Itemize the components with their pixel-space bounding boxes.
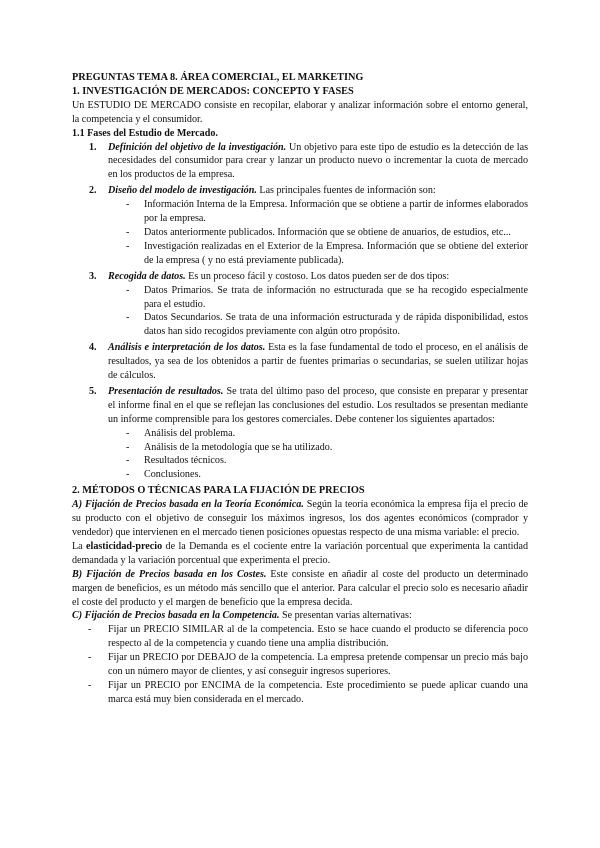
dash-bullet: -	[126, 455, 130, 467]
phase-text: Es un proceso fácil y costoso. Los datos pueden ser de dos tipos:	[185, 270, 450, 282]
dash-bullet: -	[126, 284, 130, 296]
phase-item	[72, 385, 528, 482]
document-page	[72, 71, 528, 707]
phase-sublist	[108, 198, 528, 268]
intro-paragraph	[72, 99, 528, 127]
list-item	[108, 468, 528, 482]
phase-sublist	[108, 284, 528, 340]
method-a-text: Según la teoría económica la empresa fija el precio de su producto con el objetivo de conseguir los máximos ingresos, los dos agentes económicos (comprador y vendedor) que intervienen en el mercado tienen posiciones opuestas respecto de una misma variable: el precio.	[72, 499, 528, 538]
list-item-text: Fijar un PRECIO por ENCIMA de la competencia. Este procedimiento se puede aplicar cuando una marca está muy bien considerada en el mercado.	[108, 679, 528, 705]
list-item	[108, 226, 528, 240]
list-item	[108, 311, 528, 339]
list-item	[108, 427, 528, 441]
elasticity-paragraph	[72, 540, 528, 568]
phase-item	[72, 184, 528, 267]
list-item-text: Fijar un PRECIO SIMILAR al de la competencia. Esto se hace cuando el producto se diferencia poco respecto al de la competencia y cuando tiene una amplia distribución.	[108, 624, 528, 650]
phase-text: Un objetivo para este tipo de estudio es la detección de las necesidades del consumidor para crear y lanzar un producto nuevo o incrementar la cuota de mercado en los productos de la empresa.	[108, 141, 528, 181]
method-c-paragraph	[72, 609, 528, 623]
method-a-paragraph	[72, 498, 528, 540]
dash-bullet: -	[126, 240, 130, 252]
list-item	[108, 240, 528, 268]
list-item	[108, 284, 528, 312]
phase-number: 2.	[89, 185, 97, 197]
phase-item	[72, 141, 528, 183]
phase-text: Esta es la fase fundamental de todo el proceso, en el análisis de resultados, ya sea de los obtenidos a partir de fuentes primarias o secundarias, se suelen utilizar hojas de cálculos.	[108, 342, 528, 382]
phase-title: Recogida de datos.	[108, 270, 186, 282]
list-item	[72, 651, 528, 679]
phase-number: 5.	[89, 385, 97, 397]
competition-alternatives-list	[72, 623, 528, 706]
list-item-text: Información Interna de la Empresa. Información que se obtiene a partir de informes elaborados por la empresa.	[144, 199, 528, 225]
dash-bullet: -	[126, 312, 130, 324]
method-b-text: Este consiste en añadir al coste del producto un determinado margen de beneficios, es un método más sencillo que el anterior. Para calcular el precio solo es necesario añadir el coste del producto y el margen de beneficio que la empresa decida.	[72, 568, 529, 608]
elasticity-lead: La	[72, 540, 87, 552]
phase-title: Diseño del modelo de investigación.	[108, 185, 257, 197]
method-c-label: C) Fijación de Precios basada en la Competencia.	[72, 610, 280, 622]
list-item	[108, 441, 528, 455]
list-item	[108, 198, 528, 226]
section-1-heading: 1. INVESTIGACIÓN DE MERCADOS: CONCEPTO Y FASES	[72, 85, 354, 97]
dash-bullet: -	[126, 427, 130, 439]
phase-number: 1.	[89, 141, 97, 153]
list-item	[72, 623, 528, 651]
list-item	[72, 679, 528, 707]
phase-item	[72, 270, 528, 340]
document-title: PREGUNTAS TEMA 8. ÁREA COMERCIAL, EL MARKETING	[72, 72, 364, 83]
phase-item	[72, 341, 528, 383]
dash-bullet: -	[88, 679, 92, 691]
dash-bullet: -	[126, 199, 130, 211]
list-item-text: Fijar un PRECIO por DEBAJO de la competencia. La empresa pretende compensar un precio más bajo con un número mayor de clientes, y así conseguir ingresos superiores.	[108, 652, 528, 678]
method-b-label: B) Fijación de Precios basada en los Costes.	[72, 568, 267, 580]
list-item-text: Conclusiones.	[144, 469, 201, 481]
phase-text: Las principales fuentes de información son:	[256, 185, 436, 197]
dash-bullet: -	[88, 624, 92, 636]
list-item-text: Datos Secundarios. Se trata de una información estructurada y de rápida disponibilidad, estos datos han sido recogidos previamente con algún otro propósito.	[144, 312, 528, 338]
subsection-1-1-heading: 1.1 Fases del Estudio de Mercado.	[72, 127, 218, 139]
list-item-text: Datos anteriormente publicados. Información que se obtiene de anuarios, de estudios, etc...	[144, 226, 511, 238]
method-c-text: Se presentan varias alternativas:	[279, 610, 412, 622]
list-item-text: Resultados técnicos.	[144, 455, 227, 467]
dash-bullet: -	[88, 652, 92, 664]
elasticity-text: de la Demanda es el cociente entre la variación porcentual que experimenta la cantidad demandada y la variación porcentual que experimenta el precio.	[72, 540, 528, 566]
phase-number: 4.	[89, 342, 97, 354]
list-item-text: Análisis de la metodología que se ha utilizado.	[144, 441, 333, 453]
phases-list	[72, 141, 528, 483]
phase-title: Presentación de resultados.	[108, 385, 224, 397]
method-a-label: A) Fijación de Precios basada en la Teoría Económica.	[72, 499, 304, 511]
list-item	[108, 454, 528, 468]
intro-lead: Un ESTUDIO DE MERCADO	[72, 99, 202, 111]
phase-title: Definición del objetivo de la investigación.	[108, 141, 287, 153]
list-item-text: Investigación realizadas en el Exterior de la Empresa. Información que se obtiene del exterior de la empresa ( y no está previamente publicada).	[144, 240, 528, 266]
method-b-paragraph	[72, 568, 528, 610]
dash-bullet: -	[126, 441, 130, 453]
phase-title: Análisis e interpretación de los datos.	[108, 342, 266, 354]
intro-text: consiste en recopilar, elaborar y analizar información sobre el entorno general, la competencia y el consumidor.	[72, 99, 528, 125]
phase-text: Se trata del último paso del proceso, que consiste en preparar y presentar el informe final en el que se reflejan las conclusiones del estudio. Los resultados se presentan mediante un informe comprensible para los gestores comerciales. Debe contener los siguientes apartados:	[108, 385, 528, 425]
list-item-text: Datos Primarios. Se trata de información no estructurada que se ha recogido especialmente para el estudio.	[144, 284, 528, 310]
dash-bullet: -	[126, 226, 130, 238]
section-2-heading: 2. MÉTODOS O TÉCNICAS PARA LA FIJACIÓN DE PRECIOS	[72, 485, 365, 497]
list-item-text: Análisis del problema.	[144, 427, 236, 439]
phase-sublist	[108, 427, 528, 483]
elasticity-term: elasticidad-precio	[86, 540, 163, 552]
phase-number: 3.	[89, 270, 97, 282]
dash-bullet: -	[126, 469, 130, 481]
